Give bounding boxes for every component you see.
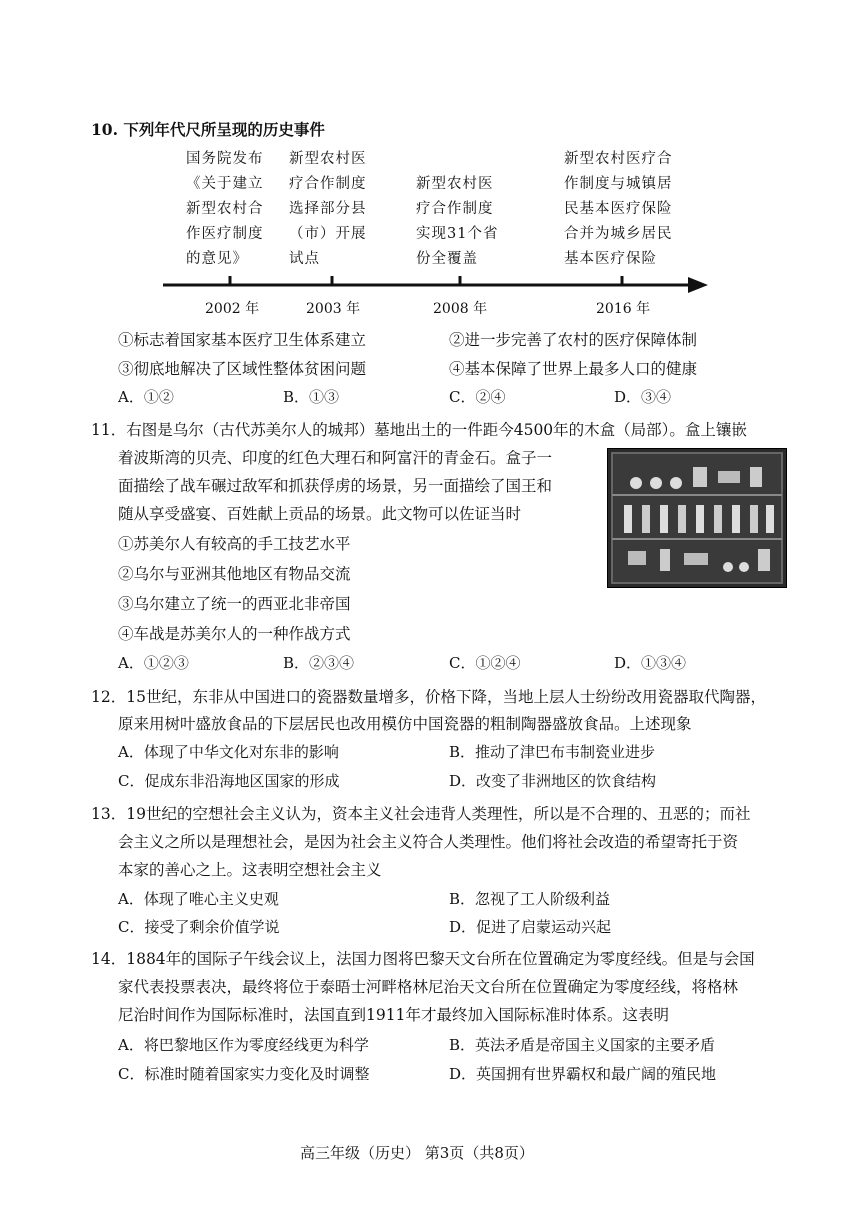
timeline-axis (160, 270, 710, 300)
q14-option-d: D．英国拥有世界霸权和最广阔的殖民地 (449, 1065, 717, 1083)
q11-option-c: C．①②④ (449, 654, 521, 672)
q12-option-b: B．推动了津巴布韦制瓷业进步 (449, 743, 656, 761)
q10-statement-3: ③彻底地解决了区域性整体贫困问题 (118, 360, 367, 378)
q14-line-3: 尼治时间作为国际标准时，法国直到1911年才最终加入国际标准时体系。这表明 (118, 1006, 669, 1024)
q11-statement-1: ①苏美尔人有较高的手工技艺水平 (118, 535, 351, 553)
timeline-year-2008: 2008 年 (433, 301, 488, 317)
q13-line-1: 13．19世纪的空想社会主义认为，资本主义社会违背人类理性，所以是不合理的、丑恶的；而社 (91, 805, 751, 823)
q11-option-b: B．②③④ (283, 654, 355, 672)
q10-stem: 10. 下列年代尺所呈现的历史事件 (91, 120, 325, 139)
q11-statement-4: ④车战是苏美尔人的一种作战方式 (118, 625, 351, 643)
timeline-event-2002: 国务院发布 《关于建立 新型农村合 作医疗制度 的意见》 (186, 151, 264, 267)
q13-option-c: C．接受了剩余价值学说 (118, 918, 280, 936)
q11-statement-2: ②乌尔与亚洲其他地区有物品交流 (118, 565, 351, 583)
q11-line-1: 11．右图是乌尔（古代苏美尔人的城邦）墓地出土的一件距今4500年的木盒（局部）。盒上镶嵌 (91, 421, 747, 439)
q10-statement-4: ④基本保障了世界上最多人口的健康 (449, 360, 698, 378)
q12-line-2: 原来用树叶盛放食品的下层居民也改用模仿中国瓷器的粗制陶器盛放食品。上述现象 (118, 715, 692, 733)
q11-line-3: 面描绘了战车碾过敌军和抓获俘虏的场景，另一面描绘了国王和 (118, 477, 553, 495)
q10-statement-1: ①标志着国家基本医疗卫生体系建立 (118, 331, 367, 349)
timeline-year-2002: 2002 年 (205, 301, 260, 317)
q11-option-d: D．①③④ (614, 654, 687, 672)
q11-option-a: A．①②③ (118, 654, 189, 672)
q12-option-d: D．改变了非洲地区的饮食结构 (449, 772, 657, 790)
q10-option-a: A．①② (118, 388, 174, 406)
q13-option-b: B．忽视了工人阶级利益 (449, 890, 611, 908)
q12-line-1: 12．15世纪，东非从中国进口的瓷器数量增多，价格下降，当地上层人士纷纷改用瓷器取代陶器， (91, 688, 766, 706)
timeline-year-2016: 2016 年 (596, 301, 651, 317)
q14-line-2: 家代表投票表决，最终将位于泰晤士河畔格林尼治天文台所在位置确定为零度经线，将格林 (118, 978, 739, 996)
q14-line-1: 14．1884年的国际子午线会议上，法国力图将巴黎天文台所在位置确定为零度经线。但是与会国 (91, 950, 755, 968)
q13-option-d: D．促进了启蒙运动兴起 (449, 918, 612, 936)
q14-option-b: B．英法矛盾是帝国主义国家的主要矛盾 (449, 1036, 716, 1054)
q12-option-a: A．体现了中华文化对东非的影响 (118, 743, 339, 761)
q10-option-d: D．③④ (614, 388, 672, 406)
q14-option-c: C．标准时随着国家实力变化及时调整 (118, 1065, 370, 1083)
timeline-event-2003: 新型农村医 疗合作制度 选择部分县 （市）开展 试点 (289, 151, 367, 267)
q13-line-2: 会主义之所以是理想社会，是因为社会主义符合人类理性。他们将社会改造的希望寄托于资 (118, 833, 739, 851)
q13-line-3: 本家的善心之上。这表明空想社会主义 (118, 861, 382, 879)
timeline-event-2008: 新型农村医 疗合作制度 实现31个省 份全覆盖 (416, 176, 499, 267)
q10-option-c: C．②④ (449, 388, 506, 406)
q11-statement-3: ③乌尔建立了统一的西亚北非帝国 (118, 595, 351, 613)
q11-line-2: 着波斯湾的贝壳、印度的红色大理石和阿富汗的青金石。盒子一 (118, 449, 553, 467)
timeline-event-2016: 新型农村医疗合 作制度与城镇居 民基本医疗保险 合并为城乡居民 基本医疗保险 (564, 151, 673, 267)
q10-statement-2: ②进一步完善了农村的医疗保障体制 (449, 331, 698, 349)
page-footer: 高三年级（历史） 第3页（共8页） (300, 1144, 534, 1162)
q14-option-a: A．将巴黎地区作为零度经线更为科学 (118, 1036, 369, 1054)
q12-option-c: C．促成东非沿海地区国家的形成 (118, 772, 340, 790)
q10-option-b: B．①③ (283, 388, 340, 406)
timeline-year-2003: 2003 年 (306, 301, 361, 317)
q13-option-a: A．体现了唯心主义史观 (118, 890, 279, 908)
q11-line-4: 随从享受盛宴、百姓献上贡品的场景。此文物可以佐证当时 (118, 505, 522, 523)
ur-wooden-box-image (607, 448, 787, 588)
